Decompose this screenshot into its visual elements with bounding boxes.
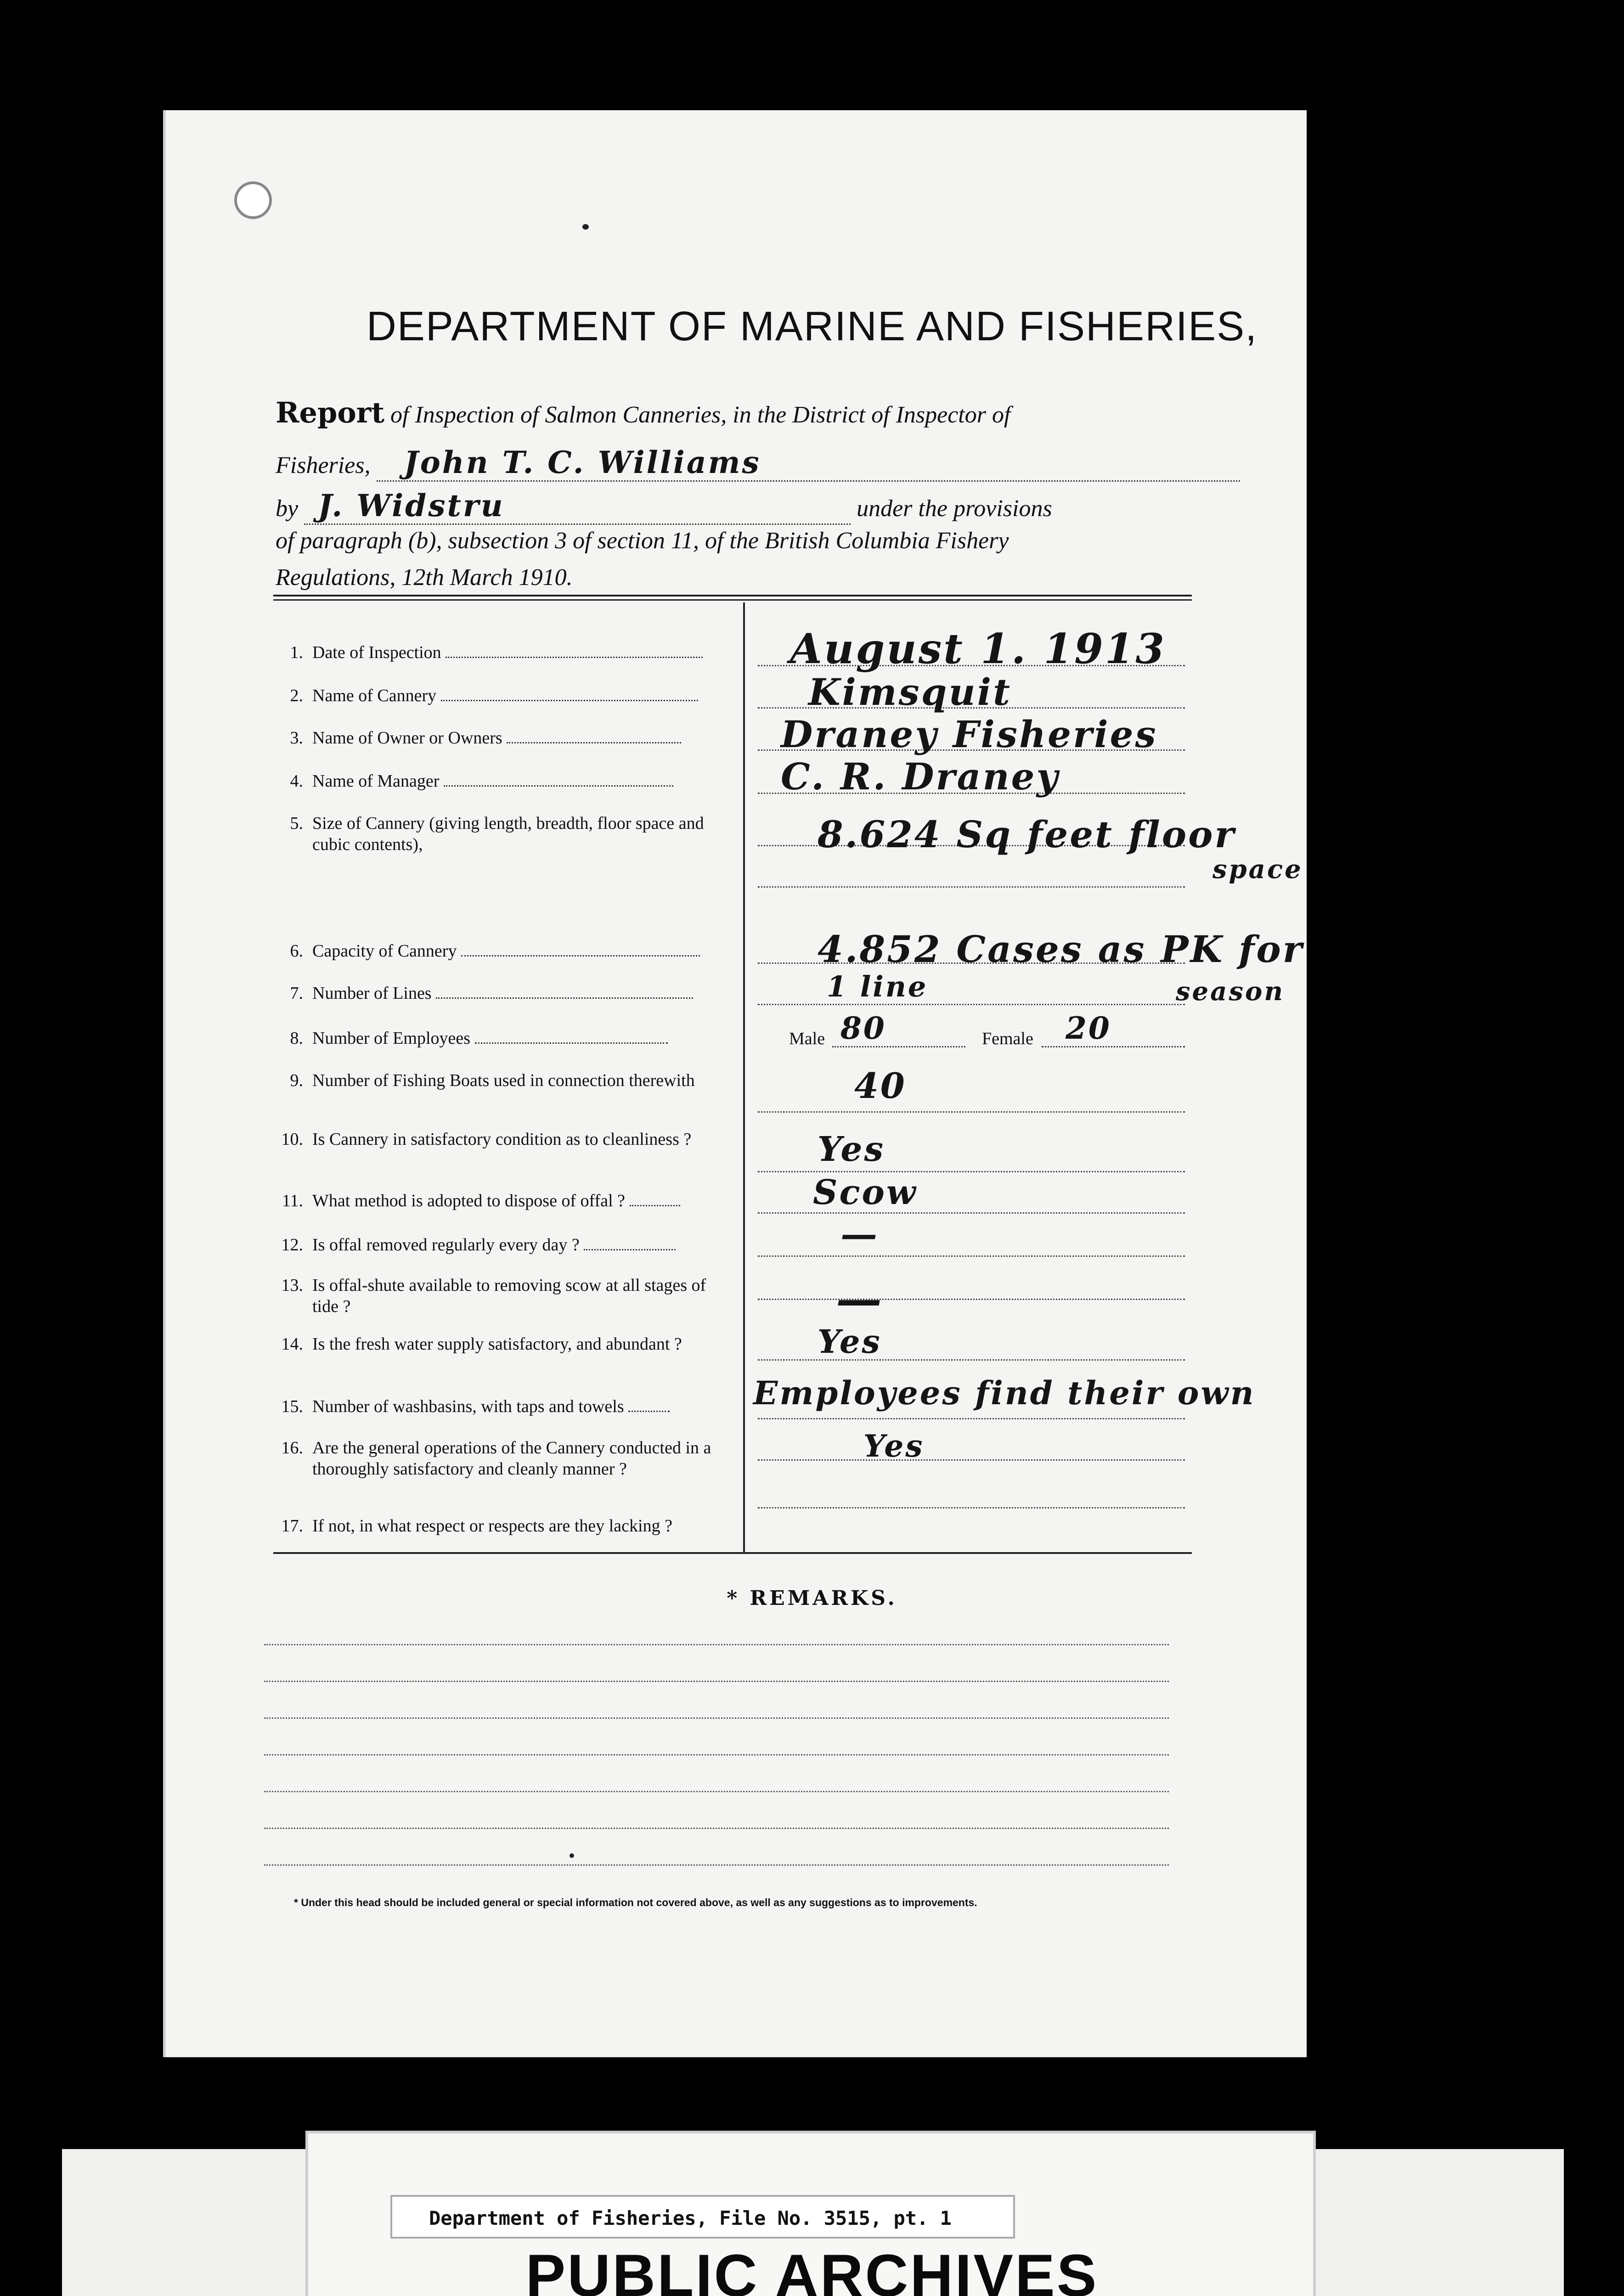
leader-dots <box>475 1042 668 1044</box>
answer-boats: 40 <box>854 1065 907 1106</box>
female-blank <box>1042 1017 1185 1047</box>
question-number: 1. <box>290 643 303 662</box>
intro-text-4: Regulations, 12th March 1910. <box>276 564 573 591</box>
question-number: 3. <box>290 728 303 748</box>
female-value: 20 <box>1066 1010 1111 1046</box>
question-text-wrap <box>312 1234 762 1255</box>
answer-owner: Draney Fisheries <box>781 713 1158 756</box>
question-number: 15. <box>281 1397 303 1416</box>
question-number: 7. <box>290 984 303 1003</box>
double-rule-bottom <box>273 599 1192 601</box>
answer-capacity-cont: season <box>1176 976 1285 1007</box>
ink-speck <box>570 1853 574 1858</box>
question-text: Name of Owner or Owners <box>312 728 502 748</box>
question-text: Is offal removed regularly every day ? <box>312 1235 580 1255</box>
male-value: 80 <box>840 1010 886 1046</box>
question-text: Is offal-shute available to removing scow at all stages of tide ? <box>312 1276 706 1316</box>
by-label: by <box>276 495 299 522</box>
question-number: 10. <box>281 1130 303 1149</box>
ink-speck <box>582 224 589 230</box>
question-number: 2. <box>290 686 303 705</box>
question-text: Is Cannery in satisfactory condition as to cleanliness ? <box>312 1130 692 1149</box>
answer-general-operations: Yes <box>863 1428 925 1464</box>
by-name-blank <box>304 488 851 525</box>
question-number: 5. <box>290 814 303 833</box>
table-bottom-rule <box>273 1552 1192 1554</box>
answer-washbasins: Employees find their own <box>753 1374 1256 1412</box>
question-text-wrap <box>312 940 762 962</box>
answer-water: Yes <box>818 1322 882 1361</box>
remark-line <box>264 1681 1169 1682</box>
leader-dots <box>628 1411 670 1412</box>
answer-line <box>758 1418 1185 1419</box>
answer-capacity: 4.852 Cases as PK for <box>818 928 1304 971</box>
answer-line <box>758 1111 1185 1113</box>
question-text-wrap <box>312 685 762 706</box>
question-number: 6. <box>290 941 303 961</box>
remark-line <box>264 1644 1169 1645</box>
department-heading: DEPARTMENT OF MARINE AND FISHERIES, <box>366 304 1258 349</box>
intro-text-1: of Inspection of Salmon Canneries, in the District of Inspector of <box>390 402 1011 428</box>
leader-dots <box>630 1205 680 1206</box>
remark-line <box>264 1791 1169 1792</box>
leader-dots <box>507 742 681 743</box>
under-text: under the provisions <box>857 495 1052 522</box>
leader-dots <box>444 785 673 787</box>
question-text: Are the general operations of the Cannery conducted in a thoroughly satisfactory and cleanly manner ? <box>312 1438 711 1479</box>
question-number: 4. <box>290 771 303 791</box>
double-rule-top <box>273 595 1192 597</box>
intro-line-4 <box>276 527 1009 554</box>
answer-cannery-name: Kimsquit <box>808 670 1012 714</box>
remark-line <box>264 1754 1169 1756</box>
question-number: 17. <box>281 1516 303 1536</box>
answer-line <box>758 1459 1185 1461</box>
punch-hole <box>234 181 272 219</box>
question-text-wrap <box>312 771 762 792</box>
leader-dots <box>441 700 698 701</box>
question-number: 8. <box>290 1029 303 1048</box>
question-text-wrap <box>312 983 762 1004</box>
question-text-wrap <box>312 1396 762 1417</box>
intro-line-5 <box>276 564 573 591</box>
question-text: Size of Cannery (giving length, breadth, floor space and cubic contents), <box>312 814 704 854</box>
question-text: If not, in what respect or respects are they lacking ? <box>312 1516 672 1536</box>
answer-size-cont: space <box>1212 854 1303 884</box>
answer-line <box>758 1212 1185 1214</box>
leader-dots <box>584 1249 676 1250</box>
question-text: Number of Employees <box>312 1029 471 1048</box>
answer-line <box>758 1299 1185 1300</box>
question-number: 14. <box>281 1334 303 1354</box>
inspector-name: John T. C. Williams <box>404 445 761 480</box>
question-text: Number of Lines <box>312 984 432 1003</box>
answer-offal-daily: — <box>840 1212 879 1255</box>
answer-line <box>758 886 1185 888</box>
intro-line-2 <box>276 445 1240 482</box>
question-text: Date of Inspection <box>312 643 441 662</box>
fisheries-label: Fisheries, <box>276 452 371 478</box>
question-number: 12. <box>281 1235 303 1255</box>
question-text-wrap <box>312 642 762 663</box>
question-text: Name of Manager <box>312 771 440 791</box>
question-text-wrap <box>312 727 762 748</box>
question-number: 16. <box>281 1438 303 1458</box>
footnote: * Under this head should be included general or special information not covered above, as well as any suggestions as to improvements. <box>294 1896 977 1908</box>
male-label: Male <box>789 1029 825 1048</box>
remark-line <box>264 1864 1169 1866</box>
answer-offal-shute: — <box>836 1272 884 1326</box>
question-number: 13. <box>281 1276 303 1295</box>
female-label: Female <box>982 1029 1033 1048</box>
answer-date: August 1. 1913 <box>790 625 1166 673</box>
remarks-title: * REMARKS. <box>727 1587 897 1610</box>
by-name: J. Widstru <box>318 488 505 523</box>
question-text-wrap <box>312 1028 762 1049</box>
question-text-wrap <box>312 1190 762 1211</box>
answer-cleanliness: Yes <box>818 1130 885 1169</box>
leader-dots <box>461 955 700 957</box>
question-text: Number of washbasins, with taps and towels <box>312 1397 624 1416</box>
answer-line <box>758 1507 1185 1508</box>
answer-size: 8.624 Sq feet floor <box>818 813 1236 856</box>
answer-line <box>758 1255 1185 1257</box>
remark-line <box>264 1828 1169 1829</box>
archive-line-english: PUBLIC ARCHIVES <box>525 2242 1099 2296</box>
question-text: What method is adopted to dispose of offal ? <box>312 1191 626 1210</box>
question-text: Number of Fishing Boats used in connection therewith <box>312 1071 695 1090</box>
question-number: 11. <box>282 1191 303 1210</box>
answer-manager: C. R. Draney <box>781 755 1060 798</box>
answer-line <box>758 1171 1185 1172</box>
question-number: 9. <box>290 1071 303 1090</box>
answer-lines: 1 line <box>827 970 928 1003</box>
report-word: Report <box>276 396 384 429</box>
leader-dots <box>436 997 693 999</box>
answer-offal-method: Scow <box>813 1173 918 1212</box>
file-number-label: Department of Fisheries, File No. 3515, pt. 1 <box>390 2195 1015 2239</box>
intro-line-1 <box>276 396 1010 429</box>
question-text: Capacity of Cannery <box>312 941 457 961</box>
intro-line-3 <box>276 488 1052 525</box>
remark-line <box>264 1717 1169 1719</box>
question-text: Is the fresh water supply satisfactory, and abundant ? <box>312 1334 682 1354</box>
inspector-name-blank <box>377 445 1240 482</box>
answer-line <box>758 1004 1185 1005</box>
leader-dots <box>445 657 703 658</box>
question-text: Name of Cannery <box>312 686 437 705</box>
intro-text-3: of paragraph (b), subsection 3 of section 11, of the British Columbia Fishery <box>276 528 1009 554</box>
